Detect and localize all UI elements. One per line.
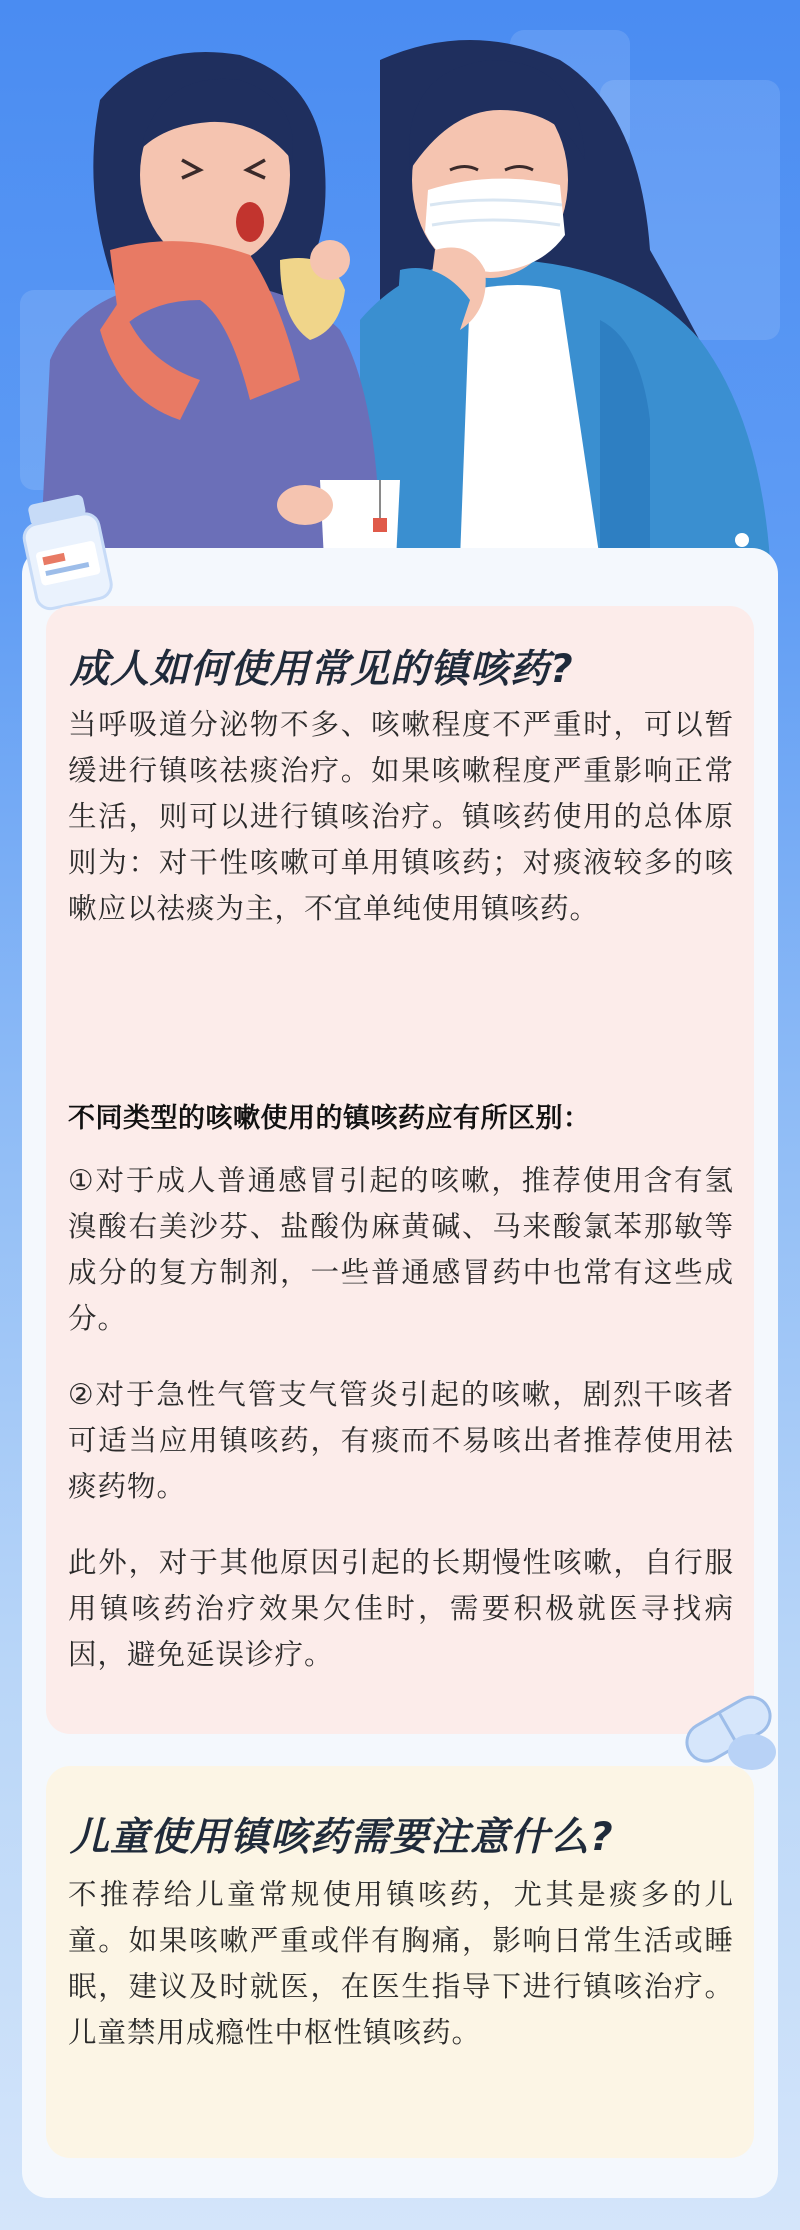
children-paragraph: 不推荐给儿童常规使用镇咳药，尤其是痰多的儿童。如果咳嗽严重或伴有胸痛，影响日常生活或睡眠，建议及时就医，在医生指导下进行镇咳治疗。儿童禁用成瘾性中枢性镇咳药。 [68,1878,734,2049]
list-item: ②对于急性气管支气管炎引起的咳嗽，剧烈干咳者可适当应用镇咳药，有痰而不易咳出者推荐使用祛痰药物。 [68,1378,734,1503]
masked-woman-figure [360,40,770,560]
section-title: 儿童使用镇咳药需要注意什么? [70,1815,614,1860]
coughing-woman-figure [40,52,400,560]
section-title: 成人如何使用常见的镇咳药? [70,647,574,692]
closing-paragraph: 此外，对于其他原因引起的长期慢性咳嗽，自行服用镇咳药治疗效果欠佳时，需要积极就医寻找病因，避免延误诊疗。 [68,1546,734,1671]
intro-paragraph: 当呼吸道分泌物不多、咳嗽程度不严重时，可以暂缓进行镇咳祛痰治疗。如果咳嗽程度严重影响正常生活，则可以进行镇咳治疗。镇咳药使用的总体原则为：对干性咳嗽可单用镇咳药；对痰液较多的咳嗽应以祛痰为主，不宜单纯使用镇咳药。 [68,708,734,925]
subheading: 不同类型的咳嗽使用的镇咳药应有所区别： [68,1103,591,1134]
list-item: ①对于成人普通感冒引起的咳嗽，推荐使用含有氢溴酸右美沙芬、盐酸伪麻黄碱、马来酸氯苯那敏等成分的复方制剂，一些普通感冒药中也常有这些成分。 [68,1164,734,1335]
pill-icon [670,1680,788,1780]
medicine-bottle-icon [8,488,128,618]
hero-illustration [0,0,800,560]
